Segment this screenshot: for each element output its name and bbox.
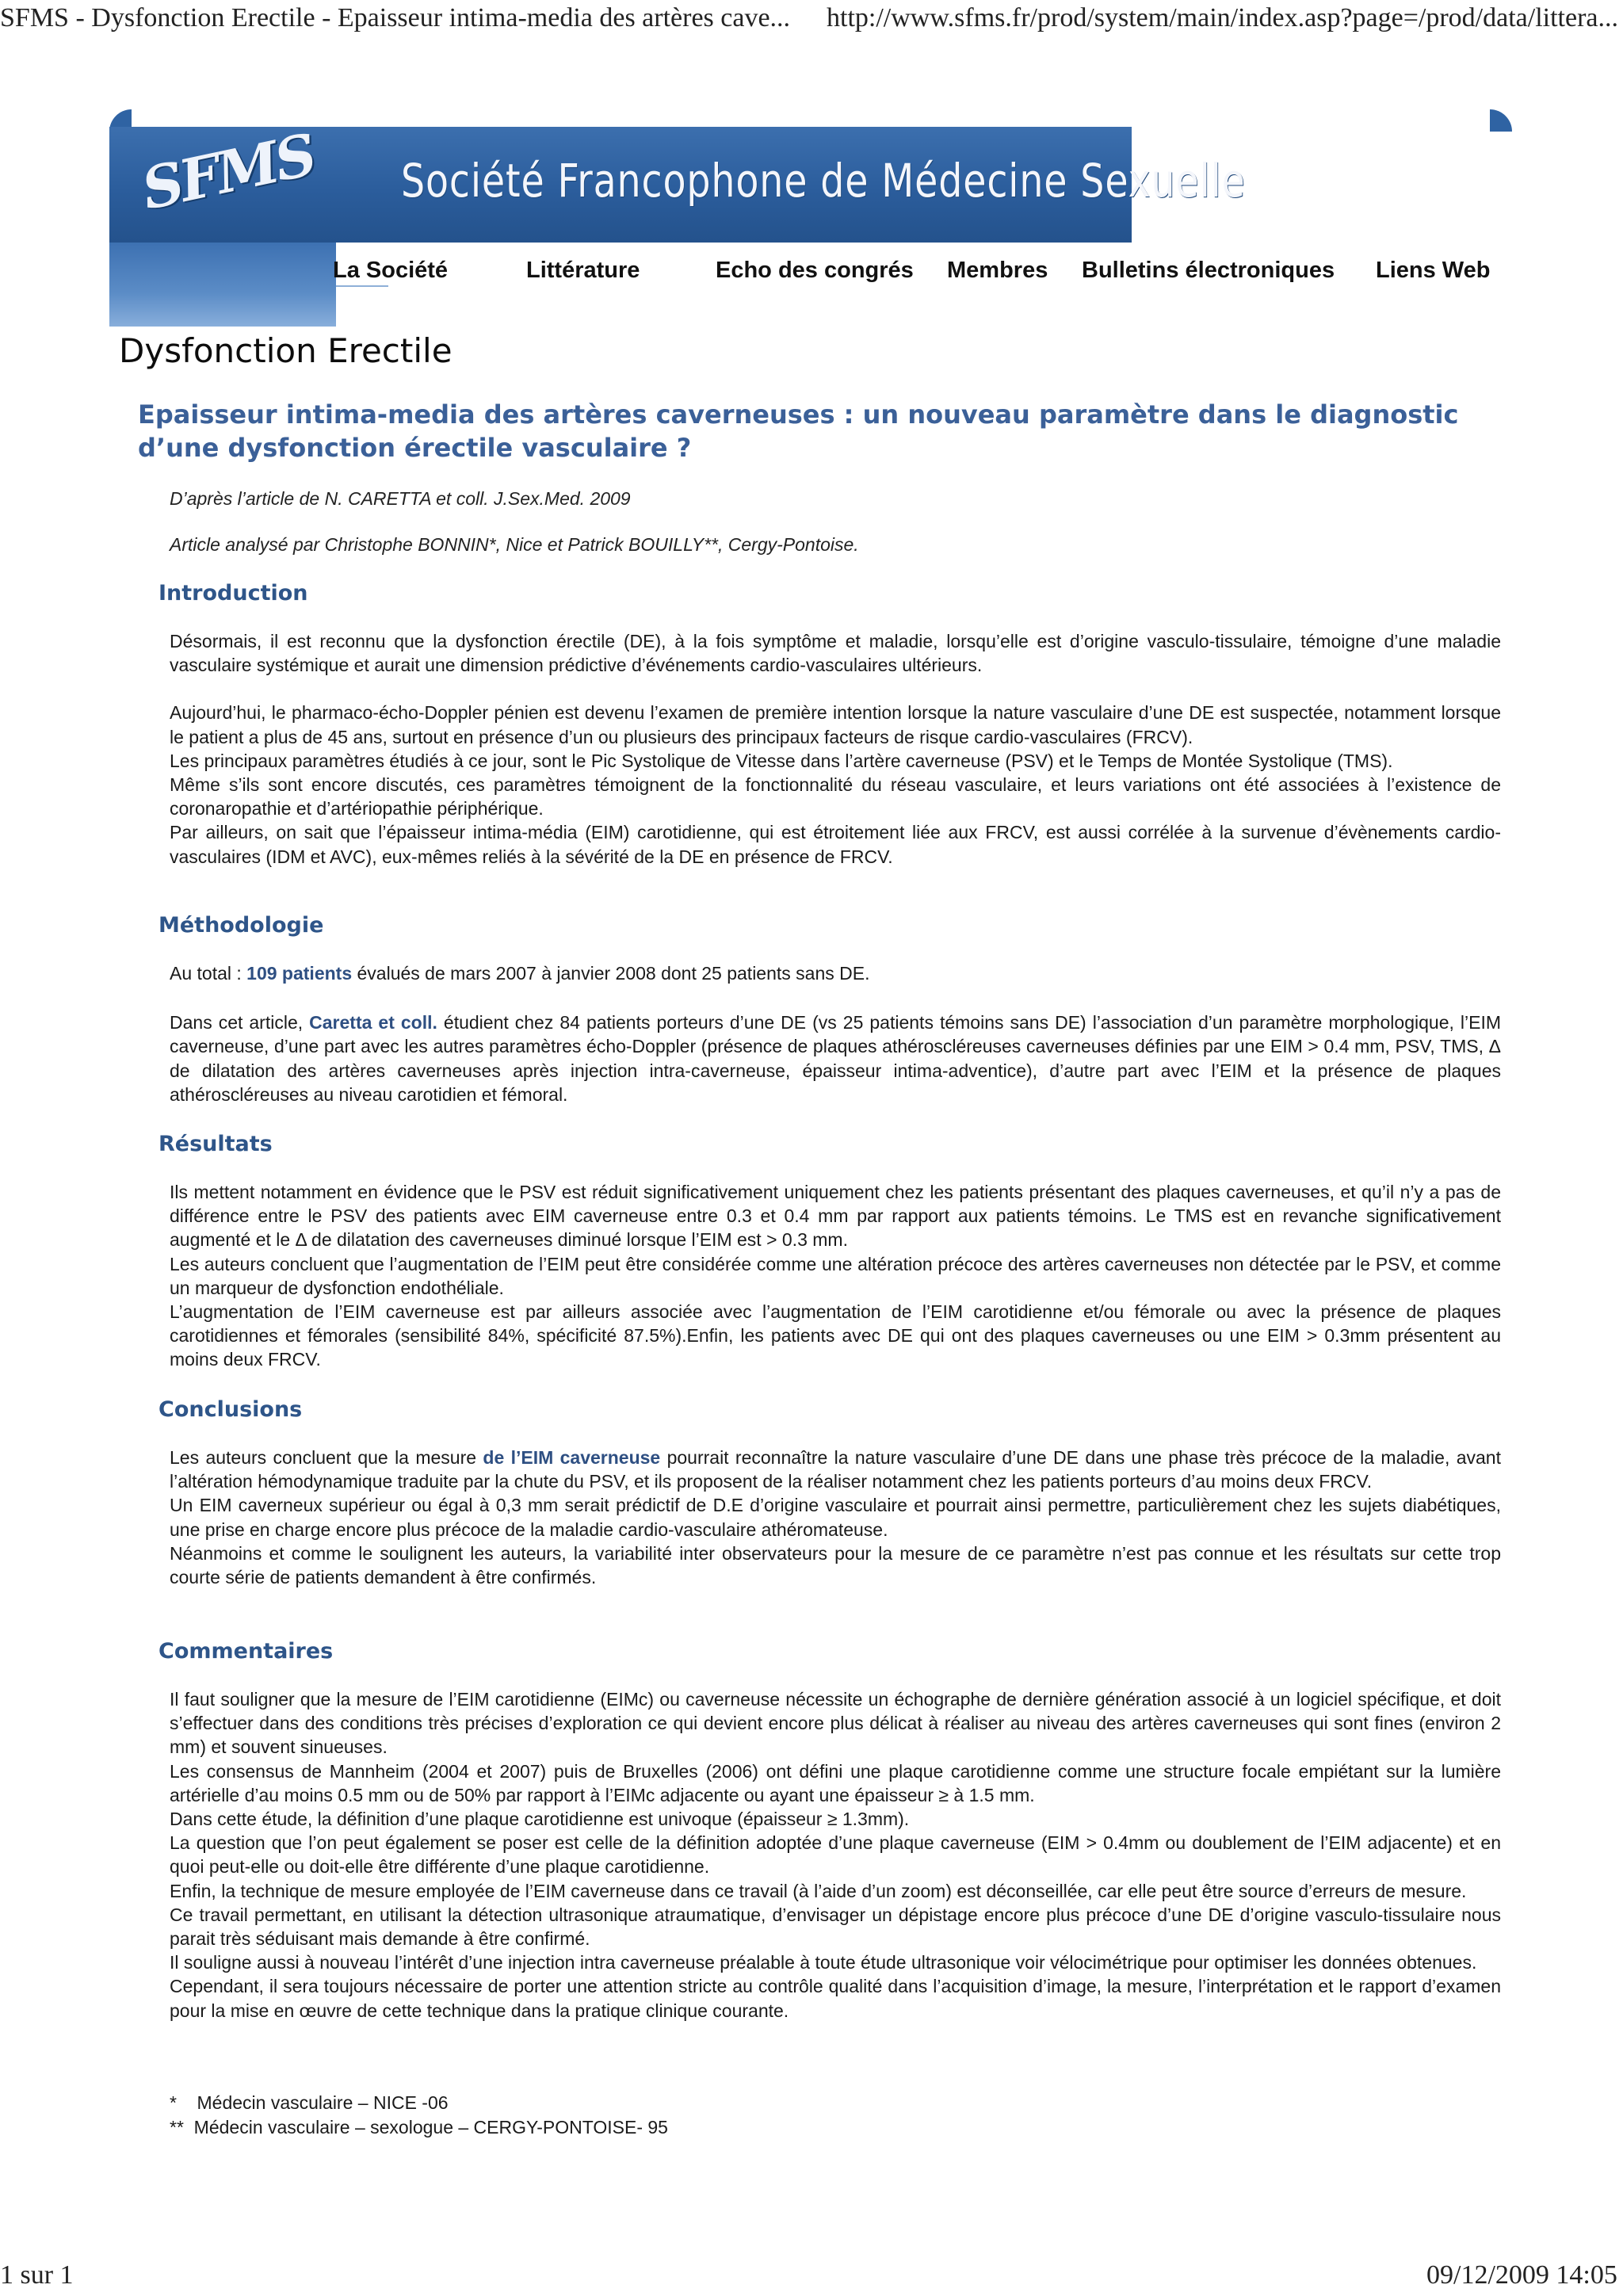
resultats-body xyxy=(170,1180,1501,1372)
nav-divider xyxy=(336,285,388,287)
commentaires-paragraph: Il faut souligner que la mesure de l’EIM carotidienne (EIMc) ou caverneuse nécessite un échographe de dernière génération associé à un logiciel spécifique, et doit s’effectuer dans des conditions très précises d’exploration ce qui devient encore plus délicat à réaliser au niveau des artères caverneuses qui sont fines (environ 2 mm) et souvent sinueuses. xyxy=(170,1689,1501,1758)
introduction-body xyxy=(170,629,1501,869)
conclusions-paragraph: Néanmoins et comme le soulignent les auteurs, la variabilité inter observateurs pour la mesure de ce paramètre n’est pas connue et les résultats sur cette trop courte série de patients demandent à être confirmés. xyxy=(170,1542,1501,1588)
introduction-paragraph: Désormais, il est reconnu que la dysfonction érectile (DE), à la fois symptôme et maladie, lorsqu’elle est d’origine vasculo-tissulaire, témoigne d’une maladie vasculaire systémique et aurait une dimension prédictive d’événements cardio-vasculaires ultérieurs. xyxy=(170,631,1501,676)
nav-la-societe[interactable]: La Société xyxy=(333,258,449,283)
article-analysed-by: Article analysé par Christophe BONNIN*, Nice et Patrick BOUILLY**, Cergy-Pontoise. xyxy=(170,534,859,555)
resultats-paragraph: Ils mettent notamment en évidence que le PSV est réduit significativement uniquement chez les patients présentant des plaques caverneuses, et qu’il n’y a pas de différence entre le PSV des patients avec EIM caverneuse entre 0.3 et 0.4 mm par rapport aux patients témoins. Le TMS est en revanche significativement augmenté et le Δ de dilatation des caverneuses diminué lorsque l’EIM est > 0.3 mm. xyxy=(170,1182,1501,1251)
commentaires-body xyxy=(170,1687,1501,2023)
nav-bulletins-electroniques[interactable]: Bulletins électroniques xyxy=(1082,258,1335,283)
methodologie-paragraph: Au total : 109 patients évalués de mars 2007 à janvier 2008 dont 25 patients sans DE. xyxy=(170,963,870,984)
footnote-2: ** Médecin vasculaire – sexologue – CERGY-PONTOISE- 95 xyxy=(170,2117,668,2137)
banner-corner-right xyxy=(1490,109,1512,132)
commentaires-paragraph: Ce travail permettant, en utilisant la détection ultrasonique atraumatique, d’envisager un dépistage encore plus précoce d’une DE d’origine vasculo-tissulaire nous parait très séduisant mais demande à être confirmé. xyxy=(170,1904,1501,1950)
commentaires-paragraph: La question que l’on peut également se poser est celle de la définition adoptée d’une plaque caverneuse (EIM > 0.4mm ou doublement de l’EIM adjacente) et en quoi peut-elle ou doit-elle être différente d’une plaque carotidienne. xyxy=(170,1832,1501,1878)
sfms-logo[interactable]: SFMS xyxy=(136,120,320,223)
print-url: http://www.sfms.fr/prod/system/main/index.asp?page=/prod/data/littera... xyxy=(827,3,1618,32)
commentaires-paragraph: Enfin, la technique de mesure employée de l’EIM caverneuse dans ce travail (à l’aide d’un zoom) est déconseillée, car elle peut être source d’erreurs de mesure. xyxy=(170,1880,1467,1901)
resultats-paragraph: Les auteurs concluent que l’augmentation de l’EIM peut être considérée comme une altération précoce des artères caverneuses non détectée par le PSV, et comme un marqueur de dysfonction endothéliale. xyxy=(170,1253,1501,1298)
conclusions-paragraph: Les auteurs concluent que la mesure de l’EIM caverneuse pourrait reconnaître la nature vasculaire d’une DE dans une phase très précoce de la maladie, avant l’altération hémodynamique traduite par la chute du PSV, et ils proposent de la réaliser notamment chez les patients porteurs d’au moins deux FRCV. xyxy=(170,1447,1501,1492)
nav-echo-des-congres[interactable]: Echo des congrés xyxy=(716,258,914,283)
article-source: D’après l’article de N. CARETTA et coll. J.Sex.Med. 2009 xyxy=(170,488,631,509)
banner-title: Société Francophone de Médecine Sexuelle xyxy=(401,154,1246,208)
nav-membres[interactable]: Membres xyxy=(947,258,1048,283)
nav-liens-web[interactable]: Liens Web xyxy=(1376,258,1491,283)
introduction-paragraph: Même s’ils sont encore discutés, ces paramètres témoignent de la fonctionnalité du réseau vasculaire, et leurs variations ont été associées à l’existence de coronaropathie et d’artériopathie périphérique. xyxy=(170,774,1501,819)
commentaires-paragraph: Dans cette étude, la définition d’une plaque carotidienne est univoque (épaisseur ≥ 1.3mm). xyxy=(170,1809,910,1830)
resultats-heading: Résultats xyxy=(158,1132,273,1156)
introduction-paragraph: Les principaux paramètres étudiés à ce jour, sont le Pic Systolique de Vitesse dans l’artère caverneuse (PSV) et le Temps de Montée Systolique (TMS). xyxy=(170,750,1393,771)
conclusions-body xyxy=(170,1446,1501,1589)
print-datetime: 09/12/2009 14:05 xyxy=(1426,2260,1617,2290)
nav-litterature[interactable]: Littérature xyxy=(526,258,640,283)
print-page-title: SFMS - Dysfonction Erectile - Epaisseur intima-media des artères cave... xyxy=(0,3,791,32)
banner-sidebar-block xyxy=(109,243,336,327)
introduction-paragraph: Aujourd’hui, le pharmaco-écho-Doppler pénien est devenu l’examen de première intention lorsque la nature vasculaire d’une DE est suspectée, notamment lorsque le patient a plus de 45 ans, surtout en présence d’un ou plusieurs des principaux facteurs de risque cardio-vasculaires (FRCV). xyxy=(170,702,1501,747)
conclusions-heading: Conclusions xyxy=(158,1397,303,1422)
commentaires-paragraph: Les consensus de Mannheim (2004 et 2007) puis de Bruxelles (2006) ont défini une plaque carotidienne comme une structure focale empiétant sur la lumière artérielle d’au moins 0.5 mm ou de 50% par rapport à l’EIMc adjacente ou ayant une épaisseur ≥ à 1.5 mm. xyxy=(170,1760,1501,1805)
resultats-paragraph: L’augmentation de l’EIM caverneuse est par ailleurs associée avec l’augmentation de l’EIM carotidienne et/ou fémorale ou avec la présence de plaques carotidiennes et fémorales (sensibilité 84%, spécificité 87.5%).Enfin, les patients avec DE qui ont des plaques caverneuses ou une EIM > 0.3mm présentent au moins deux FRCV. xyxy=(170,1301,1501,1370)
footnote-1: * Médecin vasculaire – NICE -06 xyxy=(170,2092,449,2113)
introduction-heading: Introduction xyxy=(158,581,308,606)
commentaires-heading: Commentaires xyxy=(158,1639,334,1664)
commentaires-paragraph: Il souligne aussi à nouveau l’intérêt d’une injection intra caverneuse préalable à toute étude ultrasonique voir vélocimétrique pour optimiser les données obtenues. xyxy=(170,1952,1477,1973)
article-title: Epaisseur intima-media des artères caverneuses : un nouveau paramètre dans le diagnostic d’une dysfonction érectile vasculaire ? xyxy=(138,399,1459,463)
commentaires-paragraph: Cependant, il sera toujours nécessaire de porter une attention stricte au contrôle qualité dans l’acquisition d’image, la mesure, l’interprétation et le rapport d’examen pour la mise en œuvre de cette technique dans la pratique clinique courante. xyxy=(170,1976,1501,2021)
introduction-paragraph: Par ailleurs, on sait que l’épaisseur intima-média (EIM) carotidienne, qui est étroitement liée aux FRCV, est aussi corrélée à la survenue d’évènements cardio-vasculaires (IDM et AVC), eux-mêmes reliés à la sévérité de la DE en présence de FRCV. xyxy=(170,822,1501,867)
methodologie-paragraph: Dans cet article, Caretta et coll. étudient chez 84 patients porteurs d’une DE (vs 25 patients témoins sans DE) l’association d’un paramètre morphologique, l’EIM caverneuse, d’une part avec les autres paramètres écho-Doppler (présence de plaques athéroscléreuses caverneuses définies par une EIM > 0.4 mm, PSV, TMS, Δ de dilatation des artères caverneuses après injection intra-caverneuse, épaisseur intima-adventice), d’autre part avec l’EIM et la présence de plaques athéroscléreuses au niveau carotidien et fémoral. xyxy=(170,1012,1501,1105)
site-banner[interactable] xyxy=(109,120,1246,243)
conclusions-paragraph: Un EIM caverneux supérieur ou égal à 0,3 mm serait prédictif de D.E d’origine vasculaire et pourrait ainsi permettre, particulièrement chez les sujets diabétiques, une prise en charge encore plus précoce de la maladie cardio-vasculaire athéromateuse. xyxy=(170,1495,1501,1540)
methodologie-heading: Méthodologie xyxy=(158,913,324,938)
print-page-count: 1 sur 1 xyxy=(0,2260,74,2290)
section-title: Dysfonction Erectile xyxy=(119,331,453,370)
methodologie-body xyxy=(170,961,1501,1106)
